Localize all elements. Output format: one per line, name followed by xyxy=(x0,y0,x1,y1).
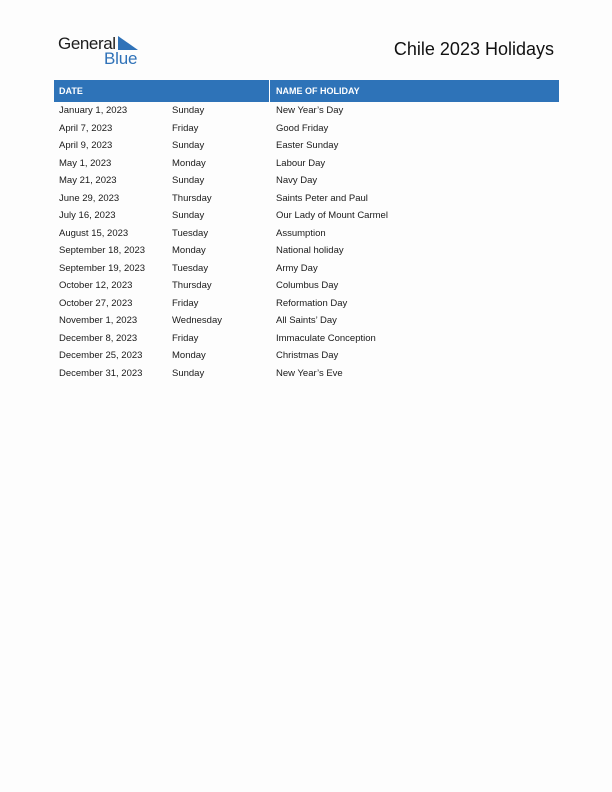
holiday-weekday: Thursday xyxy=(172,280,212,291)
holiday-weekday: Sunday xyxy=(172,140,205,151)
table-row xyxy=(54,260,559,278)
holiday-date: April 9, 2023 xyxy=(59,140,113,151)
holiday-name: Immaculate Conception xyxy=(276,332,376,344)
holiday-weekday: Friday xyxy=(172,122,199,134)
holiday-name: National holiday xyxy=(276,245,344,256)
holiday-date: July 16, 2023 xyxy=(59,210,116,221)
holiday-date: September 19, 2023 xyxy=(59,262,146,274)
holiday-name: Army Day xyxy=(276,262,318,274)
table-row xyxy=(54,155,559,173)
holiday-name: Columbus Day xyxy=(276,280,339,291)
table-row xyxy=(54,137,559,155)
logo xyxy=(58,34,148,68)
holiday-weekday: Sunday xyxy=(172,175,205,186)
table-row xyxy=(54,295,559,313)
holiday-date: May 1, 2023 xyxy=(59,157,112,169)
logo-text-general: General xyxy=(58,34,116,53)
table-row xyxy=(54,277,559,295)
holiday-date: August 15, 2023 xyxy=(59,227,129,239)
holiday-weekday: Monday xyxy=(172,350,206,361)
holiday-date: December 8, 2023 xyxy=(59,332,138,344)
holiday-name: New Year’s Day xyxy=(276,105,344,116)
holiday-weekday: Sunday xyxy=(172,367,205,379)
holiday-name: Reformation Day xyxy=(276,297,348,309)
table-body xyxy=(54,102,559,382)
holiday-name: Assumption xyxy=(276,227,326,239)
holiday-weekday: Monday xyxy=(172,245,206,256)
holidays-table xyxy=(54,80,559,382)
holiday-date: June 29, 2023 xyxy=(59,192,120,204)
holiday-date: May 21, 2023 xyxy=(59,175,117,186)
holiday-date: November 1, 2023 xyxy=(59,315,138,326)
table-row xyxy=(54,365,559,383)
holiday-name: Labour Day xyxy=(276,157,326,169)
holiday-weekday: Tuesday xyxy=(172,262,209,274)
holiday-name: Christmas Day xyxy=(276,350,339,361)
holiday-weekday: Monday xyxy=(172,157,206,169)
holiday-date: October 12, 2023 xyxy=(59,280,133,291)
table-header xyxy=(54,80,559,102)
holiday-name: All Saints’ Day xyxy=(276,315,337,326)
table-row xyxy=(54,190,559,208)
holiday-weekday: Sunday xyxy=(172,105,205,116)
holiday-date: September 18, 2023 xyxy=(59,245,146,256)
holiday-weekday: Friday xyxy=(172,332,199,344)
table-row xyxy=(54,330,559,348)
header-date: DATE xyxy=(59,86,83,96)
header-divider xyxy=(269,80,270,102)
table-row xyxy=(54,347,559,365)
holiday-name: Easter Sunday xyxy=(276,140,339,151)
holiday-name: Saints Peter and Paul xyxy=(276,192,368,204)
holiday-weekday: Sunday xyxy=(172,210,205,221)
holiday-date: October 27, 2023 xyxy=(59,297,133,309)
header-holiday-name: NAME OF HOLIDAY xyxy=(276,86,360,96)
holiday-name: New Year’s Eve xyxy=(276,367,343,379)
logo-text-blue: Blue xyxy=(104,49,138,68)
table-row xyxy=(54,102,559,120)
holiday-date: December 31, 2023 xyxy=(59,367,143,379)
table-row xyxy=(54,225,559,243)
holiday-date: January 1, 2023 xyxy=(59,105,128,116)
table-row xyxy=(54,207,559,225)
holiday-weekday: Tuesday xyxy=(172,227,209,239)
holiday-name: Navy Day xyxy=(276,175,318,186)
holiday-weekday: Friday xyxy=(172,297,199,309)
table-row xyxy=(54,172,559,190)
table-row xyxy=(54,242,559,260)
table-row xyxy=(54,312,559,330)
holiday-name: Good Friday xyxy=(276,122,329,134)
holiday-date: December 25, 2023 xyxy=(59,350,143,361)
holiday-date: April 7, 2023 xyxy=(59,122,113,134)
holiday-weekday: Wednesday xyxy=(172,315,222,326)
holiday-weekday: Thursday xyxy=(172,192,212,204)
blue-triangle-icon xyxy=(118,36,138,50)
table-row xyxy=(54,120,559,138)
holiday-name: Our Lady of Mount Carmel xyxy=(276,210,388,221)
page-title: Chile 2023 Holidays xyxy=(393,39,554,59)
